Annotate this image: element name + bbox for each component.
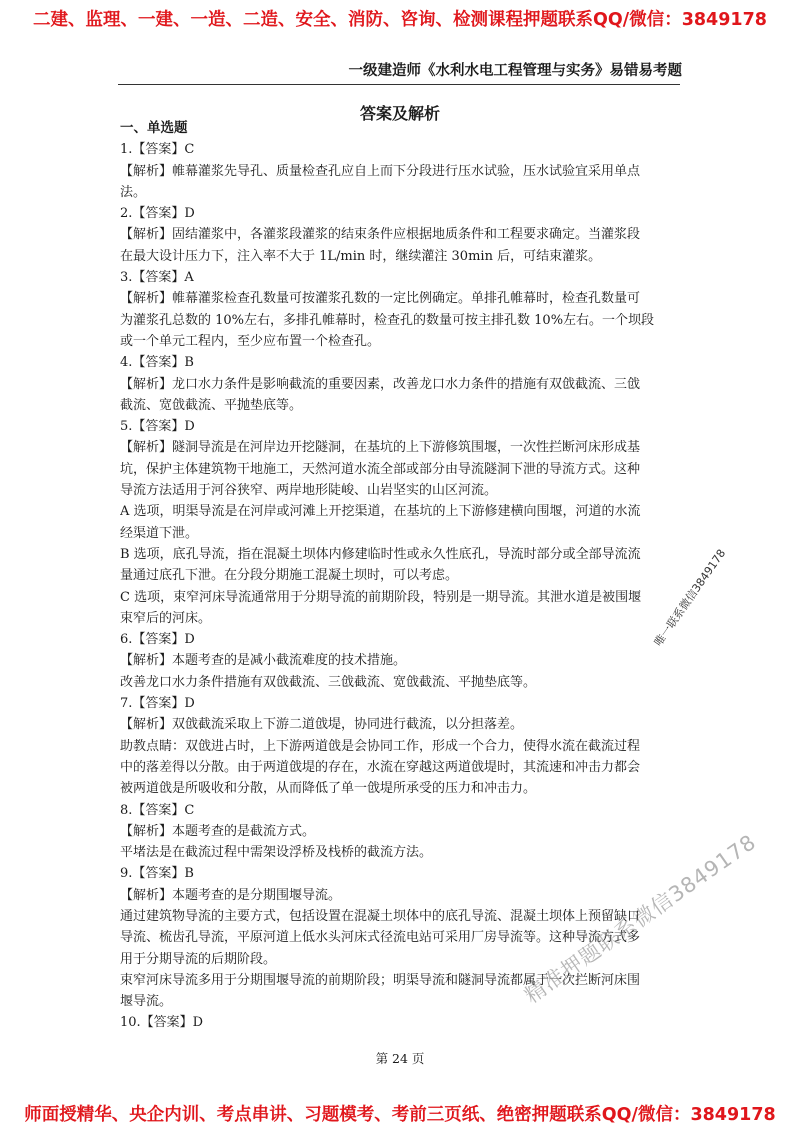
answers-title: 答案及解析 <box>359 104 440 123</box>
page-number: 第 24 页 <box>375 1051 425 1066</box>
text-line: C 选项，束窄河床导流通常用于分期导流的前期阶段，特别是一期导流。其泄水道是被围堰 <box>120 589 642 605</box>
text-line: 【解析】本题考查的是截流方式。 <box>120 823 316 839</box>
answers-content <box>120 118 682 1034</box>
header-divider <box>118 84 680 85</box>
text-line: 1.【答案】C <box>120 142 195 158</box>
text-line: 束窄后的河床。 <box>120 610 212 626</box>
text-line: 【解析】双戗截流采取上下游二道戗堤，协同进行截流，以分担落差。 <box>120 717 524 733</box>
text-line: 截流、宽戗截流、平抛垫底等。 <box>120 397 303 413</box>
text-line: 经渠道下泄。 <box>120 525 199 541</box>
text-line: 7.【答案】D <box>120 696 195 712</box>
text-line: 【解析】龙口水力条件是影响截流的重要因素，改善龙口水力条件的措施有双戗截流、三戗 <box>120 376 641 392</box>
answer-lines <box>120 139 682 1033</box>
text-line: B 选项，底孔导流，指在混凝土坝体内修建临时性或永久性底孔，导流时部分或全部导流流 <box>120 546 641 562</box>
text-line: 导流方法适用于河谷狭窄、两岸地形陡峻、山岩坚实的山区河流。 <box>120 483 498 499</box>
text-line: 坑，保护主体建筑物干地施工，天然河道水流全部或部分由导流隧洞下泄的导流方式。这种 <box>120 461 641 477</box>
text-line: 【解析】帷幕灌浆先导孔、质量检查孔应自上而下分段进行压水试验，压水试验宜采用单点 <box>120 163 641 179</box>
text-line: 【解析】本题考查的是减小截流难度的技术措施。 <box>120 653 407 669</box>
text-line: 【解析】本题考查的是分期围堰导流。 <box>120 887 342 903</box>
text-line: 被两道戗是所吸收和分散，从而降低了单一戗堤所承受的压力和冲击力。 <box>120 781 537 797</box>
text-line: 【解析】隧洞导流是在河岸边开挖隧洞，在基坑的上下游修筑围堰，一次性拦断河床形成基 <box>120 440 641 456</box>
text-line: 导流、梳齿孔导流，平原河道上低水头河床式径流电站可采用厂房导流等。这种导流方式多 <box>120 930 641 946</box>
text-line: 在最大设计压力下，注入率不大于 1L/min 时，继续灌注 30min 后，可结束灌浆。 <box>120 248 602 264</box>
text-line: 10.【答案】D <box>120 1015 204 1031</box>
text-line: 束窄河床导流多用于分期围堰导流的前期阶段；明渠导流和隧洞导流都属于一次拦断河床围 <box>120 972 641 988</box>
document-header-title: 一级建造师《水利水电工程管理与实务》易错易考题 <box>348 63 682 79</box>
text-line: 或一个单元工程内，至少应布置一个检查孔。 <box>120 333 381 349</box>
text-line: 【解析】帷幕灌浆检查孔数量可按灌浆孔数的一定比例确定。单排孔帷幕时，检查孔数量可 <box>120 291 641 307</box>
top-promo-banner: 二建、监理、一建、一造、二造、安全、消防、咨询、检测课程押题联系QQ/微信：3849178 <box>33 10 767 30</box>
contact-watermark-small: 唯一联系微信3849178 <box>651 546 729 649</box>
text-line: 用于分期导流的后期阶段。 <box>120 951 277 967</box>
text-line: 中的落差得以分散。由于两道戗堤的存在，水流在穿越这两道戗堤时，其流速和冲击力都会 <box>120 759 641 775</box>
text-line: 法。 <box>120 184 147 200</box>
contact-watermark-large: 精准押题联系微信3849178 <box>520 829 761 1008</box>
text-line: 量通过底孔下泄。在分段分期施工混凝土坝时，可以考虑。 <box>120 568 459 584</box>
bottom-promo-banner: 师面授精华、央企内训、考点串讲、习题模考、考前三页纸、绝密押题联系QQ/微信：3849178 <box>24 1105 776 1125</box>
text-line: 平堵法是在截流过程中需架设浮桥及栈桥的截流方法。 <box>120 845 433 861</box>
text-line: 改善龙口水力条件措施有双戗截流、三戗截流、宽戗截流、平抛垫底等。 <box>120 674 537 690</box>
text-line: 助教点睛：双戗进占时，上下游两道戗是会协同工作，形成一个合力，使得水流在截流过程 <box>120 738 641 754</box>
text-line: 6.【答案】D <box>120 632 195 648</box>
text-line: 5.【答案】D <box>120 419 195 435</box>
text-line: A 选项，明渠导流是在河岸或河滩上开挖渠道，在基坑的上下游修建横向围堰，河道的水流 <box>120 504 641 520</box>
text-line: 【解析】固结灌浆中，各灌浆段灌浆的结束条件应根据地质条件和工程要求确定。当灌浆段 <box>120 227 641 243</box>
text-line: 8.【答案】C <box>120 802 195 818</box>
section-heading: 一、单选题 <box>120 120 188 136</box>
text-line: 为灌浆孔总数的 10%左右，多排孔帷幕时，检查孔的数量可按主排孔数 10%左右。一个坝段 <box>120 312 655 328</box>
text-line: 4.【答案】B <box>120 355 194 371</box>
text-line: 堰导流。 <box>120 994 173 1010</box>
text-line: 3.【答案】A <box>120 270 194 286</box>
text-line: 2.【答案】D <box>120 206 195 222</box>
text-line: 通过建筑物导流的主要方式，包括设置在混凝土坝体中的底孔导流、混凝土坝体上预留缺口 <box>120 908 641 924</box>
text-line: 9.【答案】B <box>120 866 194 882</box>
